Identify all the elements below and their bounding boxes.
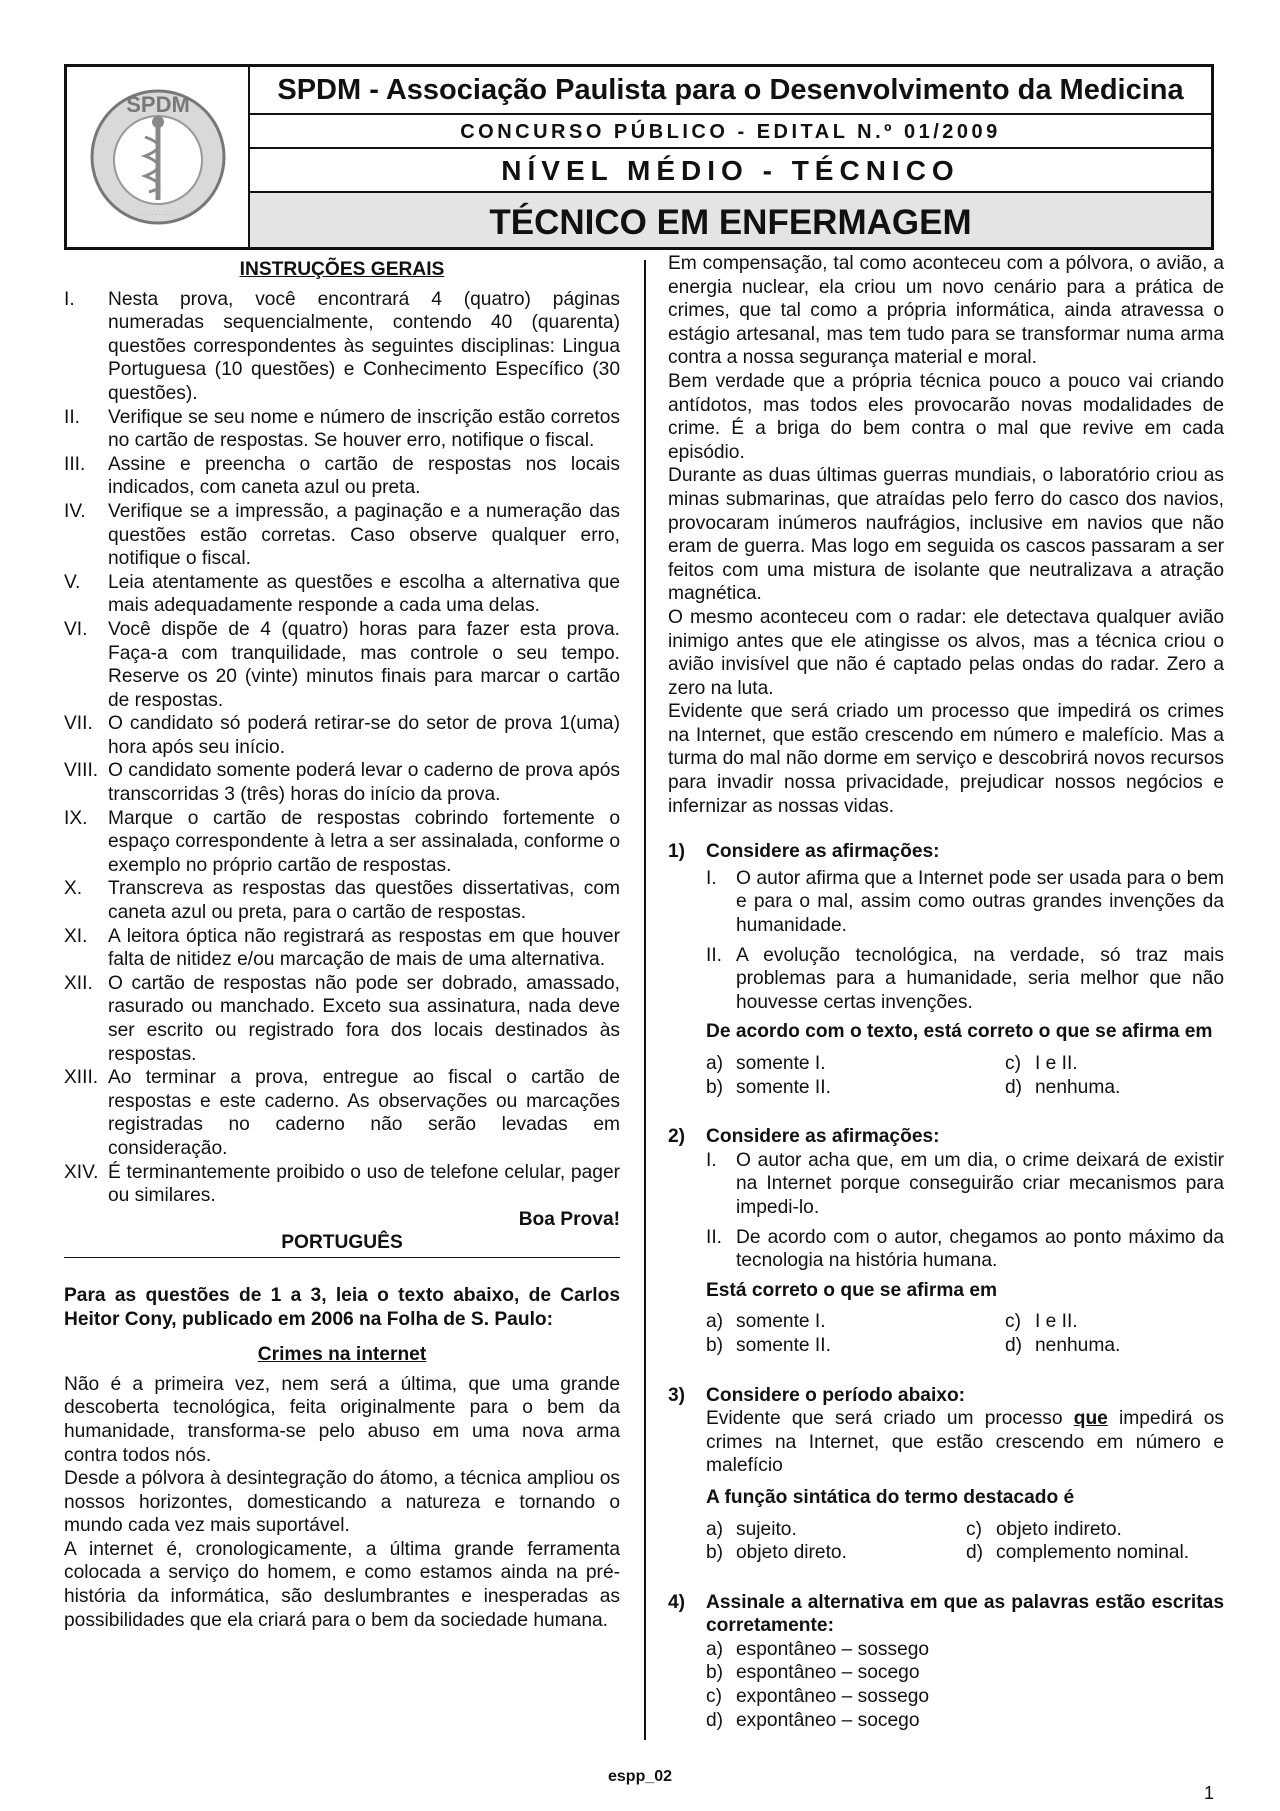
svg-text:SPDM: SPDM bbox=[125, 92, 190, 117]
instruction-item: V. Leia atentamente as questões e escolha a alternativa que mais adequadamente responde a cada uma delas. bbox=[64, 571, 620, 617]
option-b[interactable]: b) espontâneo – socego bbox=[706, 1662, 920, 1684]
text-paragraph: A internet é, cronologicamente, a última grande ferramenta colocada a serviço do homem, e como estamos ainda na pré-história da informática, são deslumbrantes e inesperadas as possibilidades que ela criará para o bem da sociedade humana. bbox=[64, 1538, 620, 1631]
instruction-item: I. Nesta prova, você encontrará 4 (quatro) páginas numeradas sequencialmente, contendo 40 (quarenta) questões correspondentes às seguintes disciplinas: Lingua Portuguesa (10 questões) e Conhecimento Específico (30 questões). bbox=[64, 288, 620, 404]
instruction-item: IV. Verifique se a impressão, a paginação e a numeração das questões estão corretas. Caso observe qualquer erro, notifique o fiscal. bbox=[64, 500, 620, 570]
option-c[interactable]: c) I e II. bbox=[1005, 1311, 1078, 1333]
question-prompt: De acordo com o texto, está correto o que se afirma em bbox=[706, 1021, 1213, 1043]
instruction-item: VI. Você dispõe de 4 (quatro) horas para fazer esta prova. Faça-a com tranquilidade, mas controle o seu tempo. Reserve os 20 (vinte) minutos finais para marcar o cartão de respostas. bbox=[64, 618, 620, 711]
text-paragraph: Evidente que será criado um processo que impedirá os crimes na Internet, que estão crescendo em número e malefício. Mas a turma do mal não dorme em serviço e descobrirá novos recursos para invadir nossa privacidade, prejudicar nossos negócios e infernizar as nossas vidas. bbox=[668, 701, 1224, 817]
option-a[interactable]: a) espontâneo – sossego bbox=[706, 1638, 930, 1660]
question-3: 3) Considere o período abaixo: Evidente que será criado um processo que impedirá os crimes na Internet, que estão crescendo em número e malefício A função sintática do termo destacado é a) sujeito. c) objeto indireto. b) objeto direto. d) complemento nominal. bbox=[668, 1384, 1225, 1564]
answer-options bbox=[706, 1052, 1224, 1099]
text-paragraph: Em compensação, tal como aconteceu com a pólvora, o avião, a energia nuclear, ela criou um novo cenário para a prática de crimes, que tal como a própria informática, ainda atravessa o estágio artesanal, mas tem tudo para se transformar numa arma contra a nossa segurança material e moral. bbox=[668, 253, 1224, 369]
instruction-item: II. Verifique se seu nome e número de inscrição estão corretos no cartão de respostas. Se houver erro, notifique o fiscal. bbox=[64, 406, 620, 452]
organization-name: SPDM - Associação Paulista para o Desenvolvimento da Medicina bbox=[250, 67, 1211, 115]
option-c[interactable]: c) objeto indireto. bbox=[966, 1518, 1122, 1540]
edital-label: CONCURSO PÚBLICO - EDITAL N.º 01/2009 bbox=[250, 115, 1211, 149]
instruction-item: III. Assine e preencha o cartão de respostas nos locais indicados, com caneta azul ou preta. bbox=[64, 453, 620, 499]
statement: II. A evolução tecnológica, na verdade, só traz mais problemas para a humanidade, seria melhor que não houvesse certas invenções. bbox=[706, 944, 1224, 1013]
portugues-section-title: PORTUGUÊS bbox=[64, 1231, 620, 1258]
instruction-item: IX. Marque o cartão de respostas cobrindo fortemente o espaço correspondente à letra a ser assinalada, conforme o exemplo no próprio cartão de respostas. bbox=[64, 807, 620, 876]
option-d[interactable]: d) expontâneo – socego bbox=[706, 1709, 920, 1731]
exam-header bbox=[64, 64, 1214, 250]
text-paragraph: Bem verdade que a própria técnica pouco a pouco vai criando antídotos, mas todos eles provocarão novas modalidades de crime. É a briga do bem contra o mal que revive em cada episódio. bbox=[668, 370, 1224, 463]
option-b[interactable]: b) objeto direto. bbox=[706, 1542, 847, 1564]
boa-prova-text: Boa Prova! bbox=[518, 1208, 620, 1230]
statement: II. De acordo com o autor, chegamos ao ponto máximo da tecnologia na história humana. bbox=[706, 1226, 1224, 1272]
question-1: 1) Considere as afirmações: I. O autor afirma que a Internet pode ser usada para o bem e para o mal, assim como outras grandes invenções da humanidade. II. A evolução tecnológica, na verdade, só traz mais problemas para a humanidade, seria melhor que não houvesse certas invenções. De acordo com o texto, está correto o que se afirma em a) somente I. c) I e II. b) somente II. d) nenhuma. bbox=[668, 841, 1224, 1098]
column-divider bbox=[644, 260, 646, 1740]
page-number: 1 bbox=[1204, 1783, 1215, 1803]
text-paragraph: O mesmo aconteceu com o radar: ele detectava qualquer avião inimigo antes que ele atingisse os alvos, mas a técnica criou o avião invisível que não é captado pelas ondas do radar. Zero a zero na luta. bbox=[668, 606, 1224, 699]
question-2: 2) Considere as afirmações: I. O autor acha que, em um dia, o crime deixará de existir na Internet porque conseguirão criar mecanismos para impedi-lo. II. De acordo com o autor, chegamos ao ponto máximo da tecnologia na história humana. Está correto o que se afirma em a) somente I. c) I e II. b) somente II. d) nenhuma. bbox=[668, 1126, 1224, 1356]
option-d[interactable]: d) nenhuma. bbox=[1005, 1076, 1121, 1098]
instruction-item: XIV. É terminantemente proibido o uso de telefone celular, pager ou similares. bbox=[64, 1161, 620, 1207]
question-stem: Considere as afirmações: bbox=[706, 841, 940, 863]
instruction-item: XIII. Ao terminar a prova, entregue ao fiscal o cartão de respostas e este caderno. As observações ou marcações registradas no caderno não serão levadas em consideração. bbox=[64, 1067, 620, 1159]
spdm-logo bbox=[67, 67, 250, 247]
option-a[interactable]: a) somente I. bbox=[706, 1311, 826, 1333]
instruction-item: XI. A leitora óptica não registrará as respostas em que houver falta de nitidez e/ou marcação de mais de uma alternativa. bbox=[64, 925, 620, 971]
question-stem: Considere o período abaixo: bbox=[706, 1384, 966, 1406]
text-title: Crimes na internet bbox=[257, 1344, 427, 1366]
highlighted-term: que bbox=[1073, 1408, 1108, 1430]
answer-options bbox=[706, 1638, 1224, 1732]
answer-options bbox=[706, 1310, 1224, 1357]
answer-options bbox=[706, 1518, 1224, 1565]
text-paragraph: Desde a pólvora à desintegração do átomo, a técnica ampliou os nossos horizontes, domesticando a natureza e tornando o mundo cada vez mais suportável. bbox=[64, 1468, 620, 1537]
option-c[interactable]: c) expontâneo – sossego bbox=[706, 1686, 930, 1708]
question-stem: Assinale a alternativa em que as palavras estão escritas corretamente: bbox=[706, 1591, 1224, 1637]
statement: I. O autor afirma que a Internet pode ser usada para o bem e para o mal, assim como outras grandes invenções da humanidade. bbox=[706, 867, 1224, 937]
left-column bbox=[64, 258, 620, 1632]
option-c[interactable]: c) I e II. bbox=[1005, 1053, 1078, 1074]
question-prompt: A função sintática do termo destacado é bbox=[706, 1486, 1075, 1508]
instruction-item: X. Transcreva as respostas das questões dissertativas, com caneta azul ou preta, para o cartão de respostas. bbox=[64, 878, 620, 924]
svg-text:· · · · · · · · · · · ·: · · · · · · · · · · · · bbox=[136, 212, 179, 218]
footer-code: espp_02 bbox=[608, 1768, 673, 1785]
question-prompt: Está correto o que se afirma em bbox=[706, 1279, 998, 1301]
text-paragraph: Não é a primeira vez, nem será a última, que uma grande descoberta tecnológica, feita originalmente para o bem da humanidade, transforma-se pelo abuso em uma nova arma contra todos nós. bbox=[64, 1373, 620, 1466]
question-excerpt: Evidente que será criado um processo que impedirá os crimes na Internet, que estão crescendo em número e malefício bbox=[706, 1408, 1225, 1477]
cargo-title: TÉCNICO EM ENFERMAGEM bbox=[250, 193, 1211, 247]
spdm-logo-icon bbox=[83, 82, 233, 232]
text-paragraph: Durante as duas últimas guerras mundiais, o laboratório criou as minas submarinas, que atraídas pelo ferro do casco dos navios, provocaram inúmeros naufrágios, inclusive em navios que não eram de guerra. Mas logo em seguida os cascos passaram a ser feitos com uma mistura de isolante que neutralizava a atração magnética. bbox=[668, 465, 1224, 605]
option-d[interactable]: d) complemento nominal. bbox=[966, 1542, 1190, 1564]
instruction-item: VII. O candidato só poderá retirar-se do setor de prova 1(uma) hora após seu início. bbox=[64, 713, 620, 758]
option-b[interactable]: b) somente II. bbox=[706, 1076, 831, 1098]
question-4: 4) Assinale a alternativa em que as palavras estão escritas corretamente: a) espontâneo – sossego b) espontâneo – socego c) expontâneo – sossego d) expontâneo – socego bbox=[668, 1591, 1224, 1731]
instructions-title: INSTRUÇÕES GERAIS bbox=[239, 259, 445, 280]
instruction-item: VIII. O candidato somente poderá levar o caderno de prova após transcorridas 3 (três) horas do início da prova. bbox=[64, 760, 621, 806]
nivel-label: NÍVEL MÉDIO - TÉCNICO bbox=[250, 149, 1211, 193]
right-column bbox=[668, 252, 1224, 1732]
option-a[interactable]: a) somente I. bbox=[706, 1053, 826, 1074]
option-d[interactable]: d) nenhuma. bbox=[1005, 1334, 1121, 1356]
question-stem: Considere as afirmações: bbox=[706, 1126, 940, 1148]
option-b[interactable]: b) somente II. bbox=[706, 1334, 831, 1356]
text-intro: Para as questões de 1 a 3, leia o texto abaixo, de Carlos Heitor Cony, publicado em 2006 na Folha de S. Paulo: bbox=[64, 1284, 620, 1330]
option-a[interactable]: a) sujeito. bbox=[706, 1518, 797, 1540]
statement: I. O autor acha que, em um dia, o crime deixará de existir na Internet porque conseguirão criar mecanismos para impedi-lo. bbox=[706, 1149, 1224, 1218]
instruction-item: XII. O cartão de respostas não pode ser dobrado, amassado, rasurado ou manchado. Exceto sua assinatura, nada deve ser escrito ou registrado fora dos locais destinados às respostas. bbox=[64, 972, 620, 1065]
